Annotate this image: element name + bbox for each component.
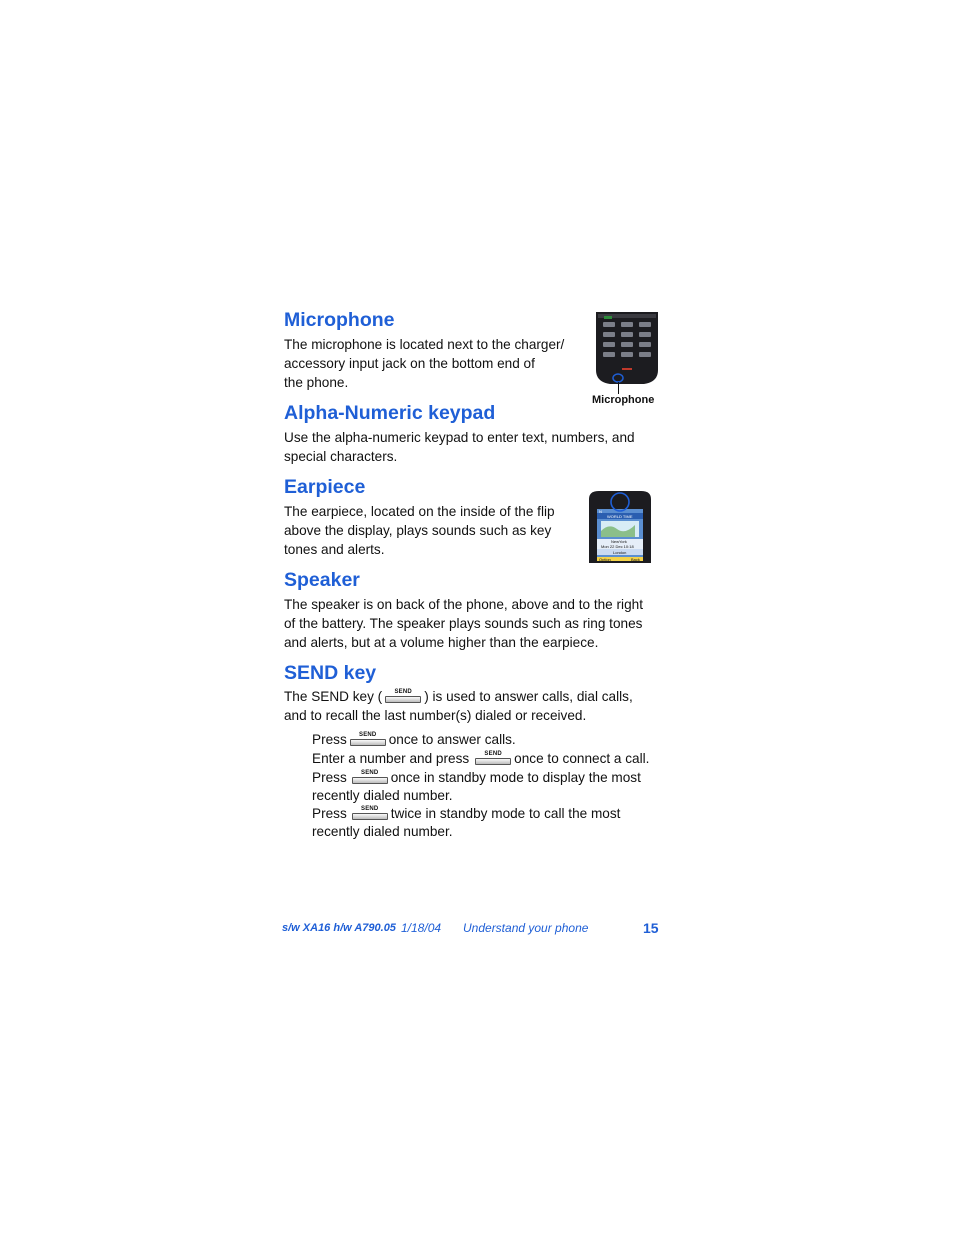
screen-city-text: NewYork: [611, 539, 627, 544]
footer-date: 1/18/04: [401, 921, 442, 935]
earpiece-line-1: The earpiece, located on the inside of the flip: [284, 504, 555, 519]
keypad-line-1: Use the alpha-numeric keypad to enter text, numbers, and: [284, 430, 635, 445]
send-key-icon: [385, 690, 421, 703]
microphone-paragraph: [284, 336, 564, 392]
footer-chapter: Understand your phone: [463, 921, 589, 935]
send-intro-text-before: The SEND key (: [284, 689, 383, 704]
microphone-line-1: The microphone is located next to the charger/: [284, 337, 565, 352]
screen-softkey-right: Back: [631, 557, 640, 562]
screen-city2-text: London: [613, 550, 627, 555]
send-step-4-before: Press: [312, 806, 347, 821]
footer-version: s/w XA16 h/w A790.05: [282, 922, 396, 934]
earpiece-line-2: above the display, plays sounds such as key: [284, 522, 552, 538]
screen-banner-text: WORLD TIME: [607, 514, 633, 519]
microphone-callout-line: [618, 382, 619, 394]
send-key-icon: [475, 752, 511, 765]
send-step-2-before: Enter a number and press: [312, 751, 470, 766]
keypad-line-2: special characters.: [284, 448, 398, 464]
send-key-icon-label: SEND: [359, 732, 377, 738]
speaker-paragraph: [284, 596, 643, 652]
send-key-icon-label: SEND: [361, 770, 379, 776]
keypad-heading: Alpha-Numeric keypad: [284, 402, 496, 424]
keypad-phone-image: [594, 312, 660, 386]
page-number: 15: [643, 920, 659, 936]
keypad-paragraph: [284, 429, 635, 467]
send-key-icon: [352, 771, 388, 784]
send-step-4: [312, 805, 620, 840]
send-intro-line-2: and to recall the last number(s) dialed or received.: [284, 707, 587, 723]
send-step-1-after: once to answer calls.: [388, 732, 516, 747]
send-key-icon-label: SEND: [361, 806, 379, 812]
microphone-line-2: accessory input jack on the bottom end of: [284, 355, 535, 371]
send-step-2-after: once to connect a call.: [514, 751, 650, 766]
send-step-3: [312, 769, 641, 804]
screen-status-text: N: [599, 509, 602, 514]
speaker-line-1: The speaker is on back of the phone, above and to the right: [284, 597, 643, 612]
send-key-icon: [350, 733, 386, 746]
earpiece-line-3: tones and alerts.: [284, 541, 385, 557]
send-step-1: [312, 731, 516, 749]
send-step-2: [312, 750, 649, 768]
speaker-heading: Speaker: [284, 569, 360, 591]
send-intro-line-1: [284, 688, 633, 707]
send-step-3-continuation: recently dialed number.: [312, 787, 453, 803]
microphone-caption: Microphone: [592, 394, 655, 406]
send-step-3-after: once in standby mode to display the most: [390, 770, 641, 785]
screen-date-text: Mon 22 Dec 10:18: [601, 544, 634, 549]
send-step-3-before: Press: [312, 770, 347, 785]
speaker-line-2: of the battery. The speaker plays sounds such as ring tones: [284, 615, 643, 631]
send-key-icon: [352, 807, 388, 820]
send-step-4-continuation: recently dialed number.: [312, 823, 453, 839]
flip-phone-image: [589, 491, 651, 563]
speaker-line-3: and alerts, but at a volume higher than the earpiece.: [284, 634, 599, 650]
microphone-heading: Microphone: [284, 309, 395, 331]
send-key-intro: [284, 688, 633, 726]
send-key-heading: SEND key: [284, 662, 377, 684]
send-step-4-after: twice in standby mode to call the most: [390, 806, 621, 821]
screen-softkey-left: Option: [599, 557, 611, 562]
earpiece-heading: Earpiece: [284, 476, 366, 498]
send-key-icon-label: SEND: [394, 689, 412, 695]
send-key-icon-label: SEND: [484, 751, 502, 757]
send-intro-text-after: ) is used to answer calls, dial calls,: [424, 689, 633, 704]
send-step-1-before: Press: [312, 732, 347, 747]
microphone-line-3: the phone.: [284, 374, 349, 390]
earpiece-paragraph: [284, 503, 555, 559]
